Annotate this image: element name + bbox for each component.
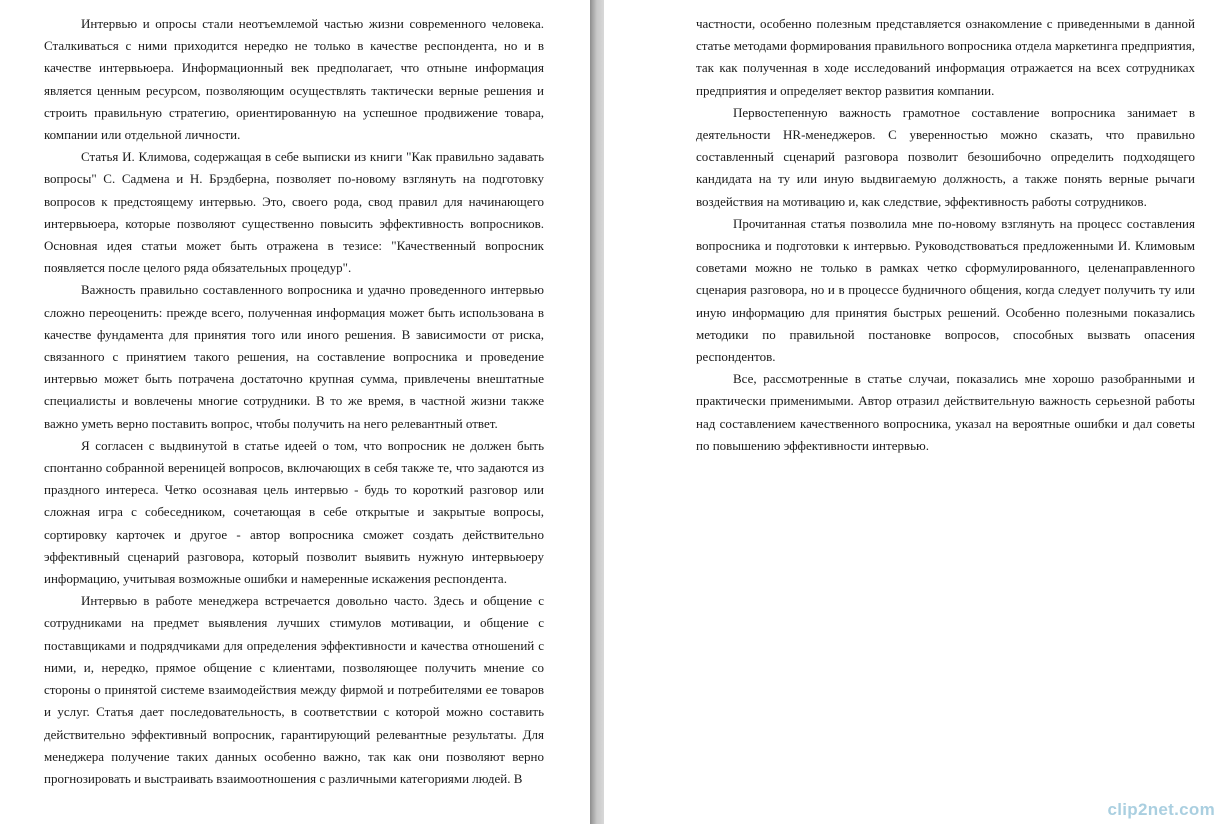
paragraph: Статья И. Климова, содержащая в себе выписки из книги "Как правильно задавать вопросы" С. Садмена и Н. Брэдберна, позволяет по-новому взглянуть на подготовку вопросов к предстоящему интервью. Это, своего рода, свод правил для начинающего интервьюера, которые позволяют существенно повысить эффективность вопросников. Основная идея статьи может быть отражена в тезисе: "Качественный вопросник появляется после целого ряда обязательных процедур".: [44, 149, 544, 276]
paragraph: Я согласен с выдвинутой в статье идеей о том, что вопросник не должен быть спонтанно собранной вереницей вопросов, включающих в себя также те, что задаются из праздного интереса. Четко осознавая цель интервью - будь то короткий разговор или сложная игра с собеседником, сочетающая в себе открытые и закрытые вопросы, сортировку карточек и другое - автор вопросника сможет создать действительно эффективный сценарий разговора, который позволит выявить нужную интервьюеру информацию, учитывая возможные ошибки и намеренные искажения респондента.: [44, 437, 544, 587]
paragraph: Интервью в работе менеджера встречается довольно часто. Здесь и общение с сотрудниками на предмет выявления лучших стимулов мотивации, и общение с поставщиками и подрядчиками для определения эффективности и качества отношений с ними, и, нередко, прямое общение с клиентами, позволяющее получить мнение со стороны о принятой системе взаимодействия между фирмой и потребителями ее товаров и услуг. Статья дает последовательность, в соответствии с которой можно составить действительно эффективный вопросник, гарантирующий релевантные результаты. Для менеджера получение таких данных особенно важно, так как они позволяют верно прогнозировать и выстраивать взаимоотношения с различными категориями людей. В: [44, 593, 544, 786]
clip2net-watermark: clip2net.com: [1107, 800, 1215, 819]
page-text-right[interactable]: [696, 13, 1195, 457]
page-gutter: [590, 0, 604, 824]
paragraph: Первостепенную важность грамотное составление вопросника занимает в деятельности HR-менеджеров. С уверенностью можно сказать, что правильно составленный сценарий разговора позволит безошибочно определить подходящего кандидата на ту или иную выдвигаемую должность, а также понять верные рычаги воздействия на мотивацию и, как следствие, эффективность работы сотрудников.: [696, 104, 1195, 209]
paragraph: Прочитанная статья позволила мне по-новому взглянуть на процесс составления вопросника и подготовки к интервью. Руководствоваться предложенными И. Климовым советами можно не только в рамках четко сформулированного, целенаправленного сценария разговора, но и в процессе будничного общения, когда следует получить ту или иную информацию для принятия быстрых решений. Особенно полезными показались методики по правильной постановке вопросов, способных вызвать опасения респондентов.: [696, 215, 1195, 365]
paragraph: Все, рассмотренные в статье случаи, показались мне хорошо разобранными и практически применимыми. Автор отразил действительную важность серьезной работы над составлением качественного вопросника, указал на вероятные ошибки и дал советы по повышению эффективности интервью.: [696, 371, 1195, 453]
paragraph: Интервью и опросы стали неотъемлемой частью жизни современного человека. Сталкиваться с ними приходится нередко не только в качестве респондента, но и в качестве интервьюера. Информационный век предполагает, что отныне информация является ценным ресурсом, позволяющим осуществлять тактически верные решения и строить правильную стратегию, ориентированную на успешное продвижение товара, компании или отдельной личности.: [44, 16, 544, 143]
document-page-left: [0, 0, 590, 824]
paragraph-continuation: частности, особенно полезным представляется ознакомление с приведенными в данной статье методами формирования правильного вопросника отдела маркетинга предприятия, так как полученная в ходе исследований информация отражается на всех сотрудниках предприятия и определяет вектор развития компании.: [696, 16, 1195, 98]
document-page-right: [604, 0, 1227, 824]
page-text-left[interactable]: [44, 13, 544, 790]
paragraph: Важность правильно составленного вопросника и удачно проведенного интервью сложно переоценить: прежде всего, полученная информация может быть использована в качестве фундамента для принятия того или иного решения. В зависимости от риска, связанного с принятием такого решения, на составление вопросника и проведение интервью может быть потрачена достаточно крупная сумма, привлечены внештатные специалисты и вовлечены многие сотрудники. В то же время, в частной жизни также важно уметь верно поставить вопрос, чтобы получить на него релевантный ответ.: [44, 282, 544, 431]
